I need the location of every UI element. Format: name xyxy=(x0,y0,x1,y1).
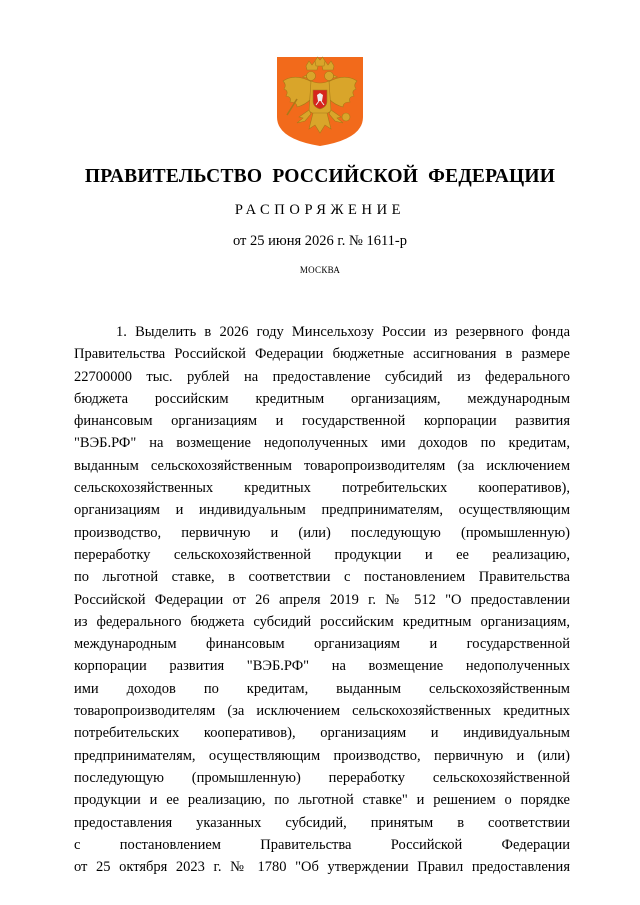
paragraph-line: производство, первичную и (или) последующую (промышленную) xyxy=(74,524,570,541)
paragraph-line: переработку сельскохозяйственной продукции и ее реализацию, xyxy=(74,546,570,563)
russian-coat-of-arms-icon xyxy=(275,55,365,147)
document-body xyxy=(74,321,570,878)
paragraph-line: последующую (промышленную) переработку сельскохозяйственной xyxy=(74,769,570,786)
paragraph-line: по льготной ставке, в соответствии с постановлением Правительства xyxy=(74,569,570,586)
paragraph-line: сельскохозяйственных кредитных потребительских кооперативов), xyxy=(74,480,570,497)
document-date-number: от 25 июня 2026 г. № 1611-р xyxy=(233,233,407,249)
paragraph-line: Правительства Российской Федерации бюджетные ассигнования в размере xyxy=(74,346,570,363)
paragraph-line: 22700000 тыс. рублей на предоставление субсидий из федерального xyxy=(74,368,570,385)
paragraph-line: бюджета российским кредитным организациям, международным xyxy=(74,390,570,407)
paragraph-line: Российской Федерации от 26 апреля 2019 г. № 512 "О предоставлении xyxy=(74,591,570,608)
paragraph-line: предоставления указанных субсидий, принятым в соответствии xyxy=(74,814,570,831)
paragraph-line: выданным сельскохозяйственным товаропроизводителям (за исключением xyxy=(74,457,570,474)
paragraph-line: продукции и ее реализацию, по льготной ставке" и решением о порядке xyxy=(74,792,570,809)
coat-of-arms-emblem xyxy=(275,55,365,147)
paragraph-line: международным финансовым организациям и государственной xyxy=(74,636,570,653)
paragraph-line: из федерального бюджета субсидий российским кредитным организациям, xyxy=(74,613,570,630)
paragraph-line: финансовым организациям и государственной корпорации развития xyxy=(74,413,570,430)
paragraph-line: потребительских кооперативов), организациям и индивидуальным xyxy=(74,725,570,742)
paragraph-line: организациям и индивидуальным предпринимателям, осуществляющим xyxy=(74,502,570,519)
paragraph-line: предпринимателям, осуществляющим производство, первичную и (или) xyxy=(74,747,570,764)
paragraph-line: с постановлением Правительства Российской Федерации xyxy=(74,836,570,853)
paragraph-line: "ВЭБ.РФ" на возмещение недополученных ими доходов по кредитам, xyxy=(74,435,570,452)
document-type: РАСПОРЯЖЕНИЕ xyxy=(234,202,406,218)
paragraph-line: корпорации развития "ВЭБ.РФ" на возмещение недополученных xyxy=(74,658,570,675)
paragraph-line: от 25 октября 2023 г. № 1780 "Об утверждении Правил предоставления xyxy=(74,859,570,876)
paragraph-line: 1. Выделить в 2026 году Минсельхозу России из резервного фонда xyxy=(116,324,570,340)
document-city: МОСКВА xyxy=(299,265,341,275)
government-title: ПРАВИТЕЛЬСТВО РОССИЙСКОЙ ФЕДЕРАЦИИ xyxy=(84,166,556,187)
paragraph-line: ими доходов по кредитам, выданным сельскохозяйственным xyxy=(74,680,570,697)
paragraph-line: товаропроизводителям (за исключением сельскохозяйственных кредитных xyxy=(74,703,570,720)
